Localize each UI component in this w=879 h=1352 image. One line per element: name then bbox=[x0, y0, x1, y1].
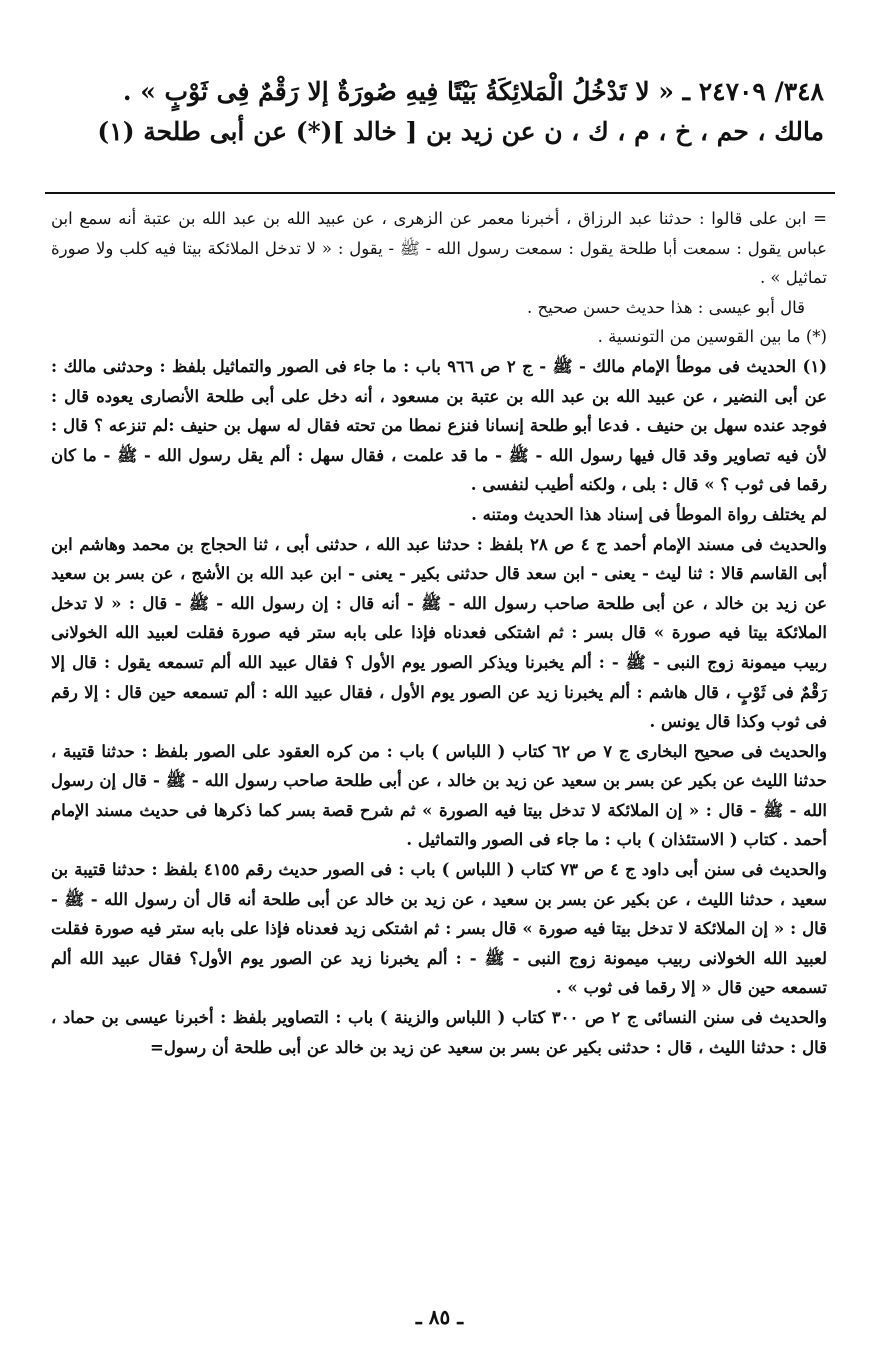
footnote-1-remark: لم يختلف رواة الموطأ فى إسناد هذا الحديث ومتنه . bbox=[471, 504, 827, 524]
footnote-grading: قال أبو عيسى : هذا حديث حسن صحيح . bbox=[526, 297, 805, 317]
footnote-1-musnad: والحديث فى مسند الإمام أحمد ج ٤ ص ٢٨ بلفظ : حدثنا عبد الله ، حدثنى أبى ، ثنا الحجاج بن محمد وهاشم ابن أبى القاسم قالا : ثنا ليث - يعنى - ابن سعد قال حدثنى بكير - يعنى - ابن عبد الله بن الأشج ، عن بسر بن سعيد عن زيد بن خالد ، عن أبى طلحة صاحب رسول الله - ﷺ - أنه قال : إن رسول الله - ﷺ - قال : « لا تدخل الملائكة بيتا فيه صورة » قال بسر : ثم اشتكى فعدناه فإذا على بابه ستر فيه صورة فقلت لعبيد الله الخولانى ربيب ميمونة زوج النبى - ﷺ - : ألم يخبرنا ويذكر الصور يوم الأول ؟ فقال عبيد الله ألم تسمعه يقول : قال إلا رَقْمٌ فى ثَوْبٍ ، قال هاشم : ألم يخبرنا زيد عن الصور يوم الأول ، فقال عبيد الله : ألم تسمعه حين قال : إلا رقم فى ثوب وكذا قال يونس . bbox=[51, 534, 828, 732]
footnote-1-nasai: والحديث فى سنن النسائى ج ٢ ص ٣٠٠ كتاب ( اللباس والزينة ) باب : التصاوير بلفظ : أخبرنا عيسى بن حماد ، قال : حدثنا الليث ، قال : حدثنى بكير عن بسر بن سعيد عن زيد بن خالد عن أبى طلحة أن رسول= bbox=[51, 1008, 827, 1057]
hadith-text: ٣٤٨/ ٢٤٧٠٩ ـ « لا تَدْخُلُ الْمَلائِكَةُ بَيْتًا فِيهِ صُورَةٌ إلا رَقْمٌ فِى ثَوْبٍ » . bbox=[122, 77, 824, 106]
page-number: ـ ٨٥ ـ bbox=[415, 1305, 464, 1329]
footnote-1-abu-dawud: والحديث فى سنن أبى داود ج ٤ ص ٧٣ كتاب ( اللباس ) باب : فى الصور حديث رقم ٤١٥٥ بلفظ : حدثنا قتيبة بن سعيد ، حدثنا الليث ، عن بكير عن بسر بن سعيد ، عن زيد بن خالد عن أبى طلحة أنه قال أن رسول الله - ﷺ - قال : « إن الملائكة لا تدخل بيتا فيه صورة » قال بسر : ثم اشتكى زيد فعدناه فإذا على بابه ستر فيه صورة فقلت لعبيد الله الخولانى ربيب ميمونة زوج النبى - ﷺ - : ألم يخبرنا زيد عن الصور يوم الأول؟ فقال عبيد الله ألم تسمعه حين قال « إلا رقما فى ثوب » . bbox=[51, 860, 827, 998]
hadith-sources: مالك ، حم ، خ ، م ، ك ، ن عن زيد بن [ خالد ](*) عن أبى طلحة (١) bbox=[97, 117, 824, 146]
footnote-bracket-note: (*) ما بين القوسين من التونسية . bbox=[597, 327, 827, 347]
footnote-continuation: = ابن على قالوا : حدثنا عبد الرزاق ، أخبرنا معمر عن الزهرى ، عن عبيد الله بن عبد الله بن عتبة أنه سمع ابن عباس يقول : سمعت أبا طلحة يقول : سمعت رسول الله - ﷺ - يقول : « لا تدخل الملائكة بيتا فيه كلب ولا صورة تماثيل » . bbox=[51, 209, 827, 288]
footnote-1-bukhari: والحديث فى صحيح البخارى ج ٧ ص ٦٢ كتاب ( اللباس ) باب : من كره العقود على الصور بلفظ : حدثنا قتيبة ، حدثنا الليث عن بكير عن بسر بن سعيد عن زيد بن خالد ، عن أبى طلحة صاحب رسول الله - ﷺ - قال إن رسول الله - ﷺ - قال : « إن الملائكة لا تدخل بيتا فيه الصورة » ثم شرح قصة بسر كما ذكرها فى حديث مسند الإمام أحمد . كتاب ( الاستئذان ) باب : ما جاء فى الصور والتماثيل . bbox=[51, 741, 827, 850]
hadith-entry bbox=[54, 72, 824, 152]
footnotes bbox=[51, 204, 827, 1062]
footnote-1-muwatta: (١) الحديث فى موطأ الإمام مالك - ﷺ - ج ٢ ص ٩٦٦ باب : ما جاء فى الصور والتماثيل بلفظ : وحدثنى مالك : عن أبى النضير ، عن عبيد الله بن عبد الله بن عتبة بن مسعود ، أنه دخل على أبى طلحة الأنصارى يعوده قال : فوجد عنده سهل بن حنيف . فدعا أبو طلحة إنسانا فنزع نمطا من تحته فقال له سهل بن حنيف :لم تنزعه ؟ قال : لأن فيه تصاوير وقد قال فيها رسول الله - ﷺ - ما قد علمت ، فقال سهل : ألم يقل رسول الله - ﷺ - ما كان رقما فى ثوب ؟ » قال : بلى ، ولكنه أطيب لنفسى . bbox=[51, 356, 828, 495]
footnote-divider bbox=[45, 192, 835, 194]
